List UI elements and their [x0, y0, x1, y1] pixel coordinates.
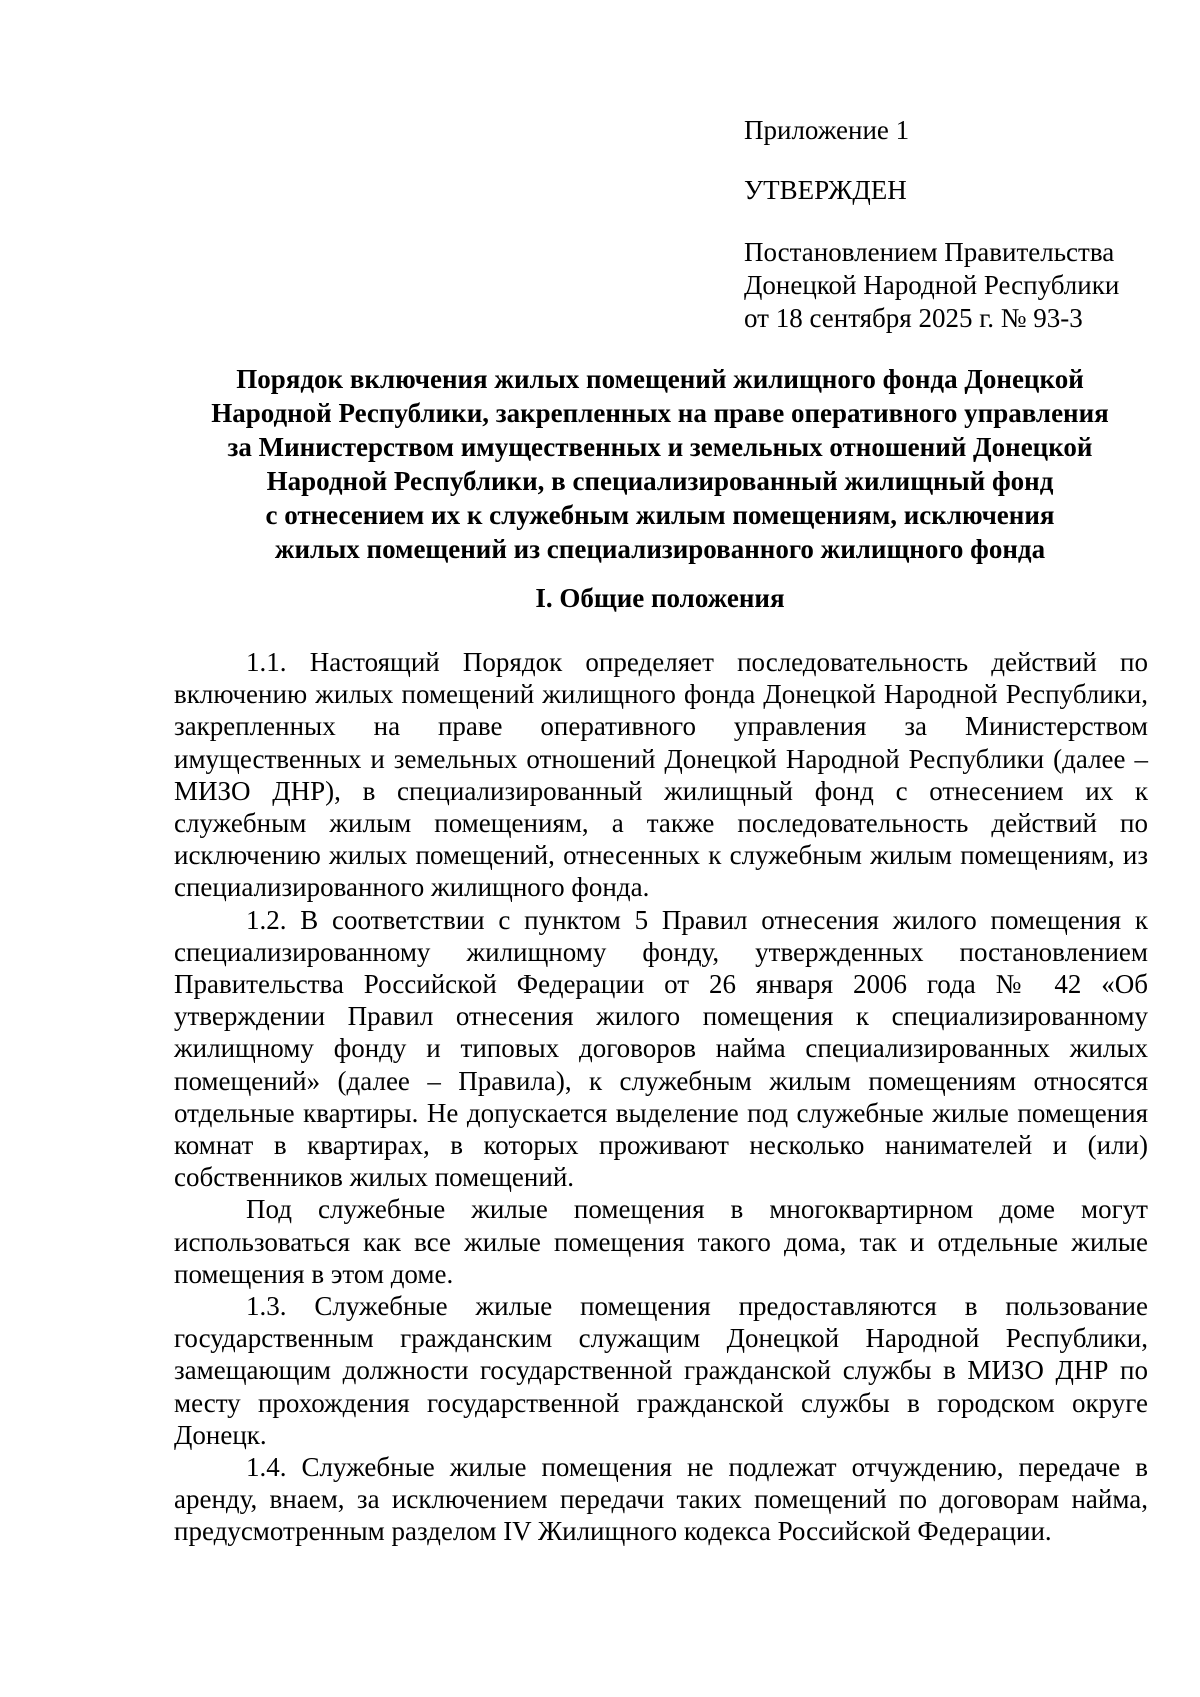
title-line: жилых помещений из специализированного жилищного фонда	[274, 534, 1046, 564]
title-line: Народной Республики, в специализированный жилищный фонд	[266, 466, 1054, 496]
title-line: с отнесением их к служебным жилым помещениям, исключения	[265, 500, 1055, 530]
approval-block	[744, 114, 1144, 335]
document-body	[174, 646, 1148, 1548]
title-line: Порядок включения жилых помещений жилищного фонда Донецкой	[236, 364, 1084, 394]
approved-label: УТВЕРЖДЕН	[744, 175, 907, 205]
appendix-label: Приложение 1	[744, 115, 910, 145]
approval-line-1: Постановлением Правительства	[744, 237, 1115, 267]
title-line: Народной Республики, закрепленных на праве оперативного управления	[211, 398, 1109, 428]
section-heading: I. Общие положения	[535, 583, 785, 613]
document-title	[160, 362, 1160, 566]
paragraph-1-2-continued: Под служебные жилые помещения в многоквартирном доме могут использоваться как все жилые помещения такого дома, так и отдельные жилые помещения в этом доме.	[174, 1194, 1148, 1289]
paragraph-1-4: 1.4. Служебные жилые помещения не подлежат отчуждению, передаче в аренду, внаем, за исключением передачи таких помещений по договорам найма, предусмотренным разделом IV Жилищного кодекса Российской Федерации.	[174, 1452, 1148, 1547]
approval-line-2: Донецкой Народной Республики	[744, 270, 1120, 300]
approval-line-3: от 18 сентября 2025 г. № 93-3	[744, 303, 1083, 333]
paragraph-1-2: 1.2. В соответствии с пунктом 5 Правил отнесения жилого помещения к специализированному жилищному фонду, утвержденных постановлением Правительства Российской Федерации от 26 января 2006 года № 42 «Об утверждении Правил отнесения жилого помещения к специализированному жилищному фонду и типовых договоров найма специализированных жилых помещений» (далее – Правила), к служебным жилым помещениям относятся отдельные квартиры. Не допускается выделение под служебные жилые помещения комнат в квартирах, в которых проживают несколько нанимателей и (или) собственников жилых помещений.	[174, 904, 1148, 1193]
paragraph-1-3: 1.3. Служебные жилые помещения предоставляются в пользование государственным гражданским служащим Донецкой Народной Республики, замещающим должности государственной гражданской службы в МИЗО ДНР по месту прохождения государственной гражданской службы в городском округе Донецк.	[174, 1291, 1148, 1450]
title-line: за Министерством имущественных и земельных отношений Донецкой	[227, 432, 1093, 462]
paragraph-1-1: 1.1. Настоящий Порядок определяет последовательность действий по включению жилых помещений жилищного фонда Донецкой Народной Республики, закрепленных на праве оперативного управления за Министерством имущественных и земельных отношений Донецкой Народной Республики (далее – МИЗО ДНР), в специализированный жилищный фонд с отнесением их к служебным жилым помещениям, а также последовательность действий по исключению жилых помещений, отнесенных к служебным жилым помещениям, из специализированного жилищного фонда.	[174, 647, 1148, 903]
